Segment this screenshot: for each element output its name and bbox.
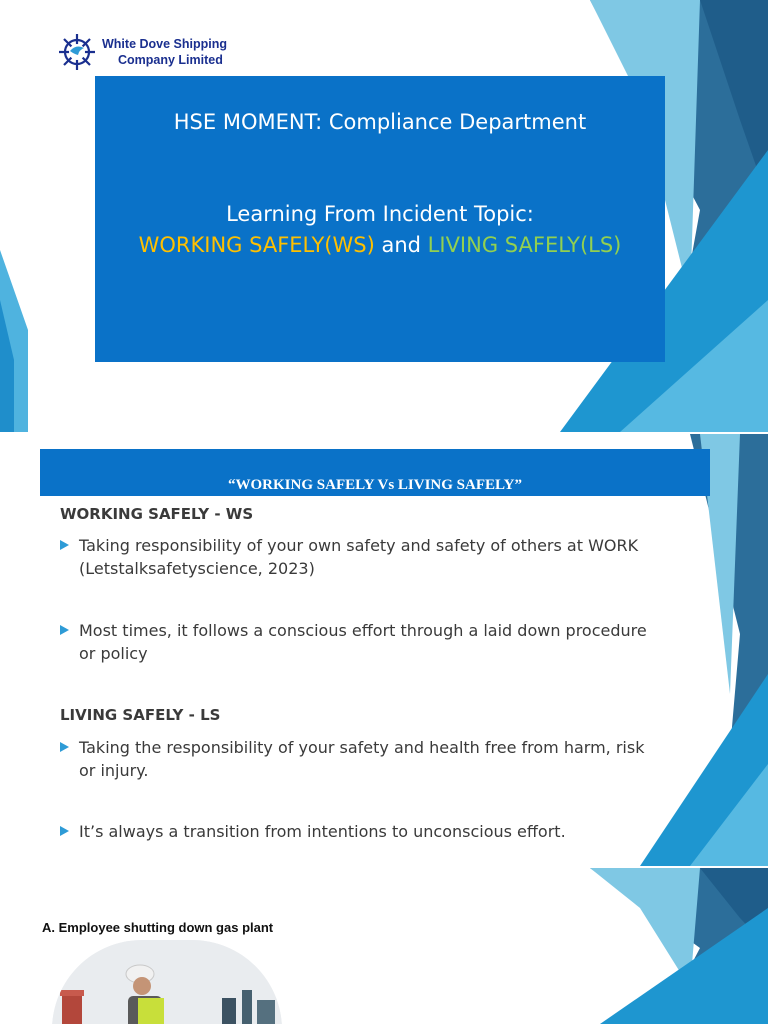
logo-line-2: Company Limited xyxy=(118,53,223,67)
list-item xyxy=(60,820,700,843)
ws-heading: WORKING SAFELY - WS xyxy=(60,505,254,523)
bullet-arrow-icon xyxy=(60,826,69,836)
comparison-banner: “WORKING SAFELY Vs LIVING SAFELY” xyxy=(40,449,710,496)
bullet-text-line-2: or policy xyxy=(79,644,148,663)
slide-incident-photo xyxy=(0,868,768,1024)
title-box xyxy=(95,76,665,362)
bullet-text-line-1: Taking the responsibility of your safety and health free from harm, risk xyxy=(79,738,645,757)
bullet-text-line-2: or injury. xyxy=(79,761,149,780)
bullet-text-line-1: Taking responsibility of your own safety and safety of others at WORK xyxy=(79,536,639,555)
ls-heading: LIVING SAFELY - LS xyxy=(60,706,221,724)
slide-title-line-3 xyxy=(95,233,665,257)
slide-title xyxy=(0,0,768,432)
logo-line-1: White Dove Shipping xyxy=(102,37,227,51)
company-logo xyxy=(58,30,227,74)
list-item xyxy=(60,736,700,782)
bullet-arrow-icon xyxy=(60,625,69,635)
bullet-arrow-icon xyxy=(60,540,69,550)
bullet-text-line-1: It’s always a transition from intentions to unconscious effort. xyxy=(79,822,566,841)
slide-title-line-1: HSE MOMENT: Compliance Department xyxy=(173,110,587,134)
bullet-arrow-icon xyxy=(60,742,69,752)
bullet-text-line-1: Most times, it follows a conscious effort through a laid down procedure xyxy=(79,621,647,640)
working-safely-label: WORKING SAFELY(WS) xyxy=(138,233,375,257)
slide-comparison xyxy=(0,434,768,866)
bullet-text-line-2: (Letstalksafetyscience, 2023) xyxy=(79,559,315,578)
living-safely-label: LIVING SAFELY(LS) xyxy=(427,233,622,257)
ship-wheel-dove-icon xyxy=(58,30,96,74)
list-item xyxy=(60,534,700,580)
list-item xyxy=(60,619,700,665)
and-label: and xyxy=(381,233,421,257)
slide-title-line-2: Learning From Incident Topic: xyxy=(226,202,534,226)
photo-caption: A. Employee shutting down gas plant xyxy=(42,920,274,935)
